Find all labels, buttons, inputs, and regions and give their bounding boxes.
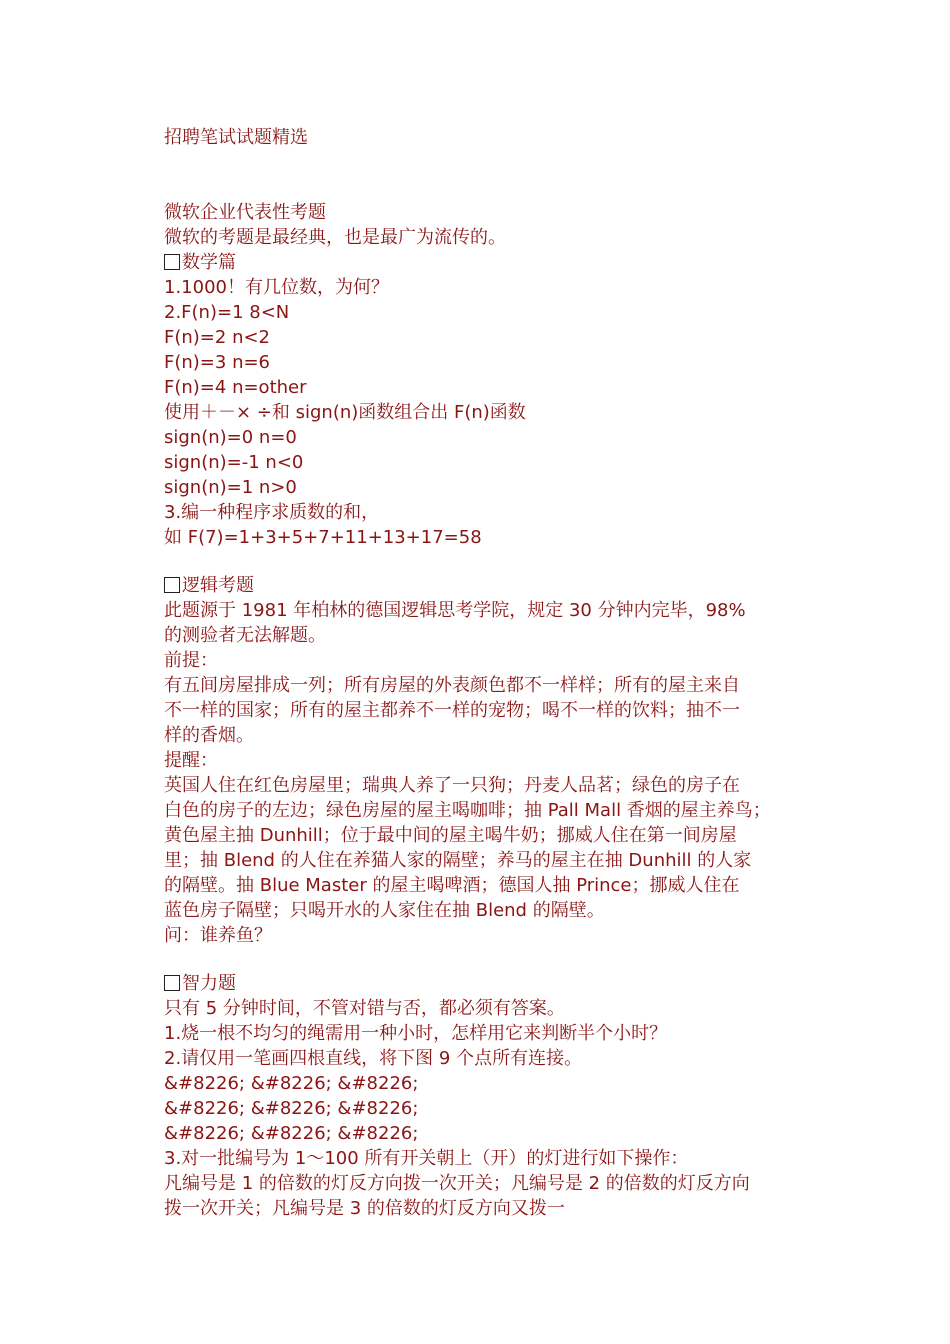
text-line: 此题源于 1981 年柏林的德国逻辑思考学院，规定 30 分钟内完毕，98% [164, 600, 746, 621]
text-line: 1.烧一根不均匀的绳需用一种小时，怎样用它来判断半个小时？ [164, 1023, 668, 1044]
text-line: 白色的房子的左边；绿色房屋的屋主喝咖啡；抽 Pall Mall 香烟的屋主养鸟； [164, 800, 771, 821]
text-line: 3.编一种程序求质数的和， [164, 502, 380, 523]
text-line: 1.1000！有几位数，为何？ [164, 277, 389, 298]
text-line: 使用＋－× ÷和 sign(n)函数组合出 F(n)函数 [164, 402, 526, 423]
text-line: 的测验者无法解题。 [164, 625, 326, 646]
text-line: 问：谁养鱼？ [164, 925, 272, 946]
subsection-heading [164, 250, 824, 275]
text-line: 的隔壁。抽 Blue Master 的屋主喝啤酒；德国人抽 Prince；挪威人住在 [164, 875, 740, 896]
text-line: 蓝色房子隔壁；只喝开水的人家住在抽 Blend 的隔壁。 [164, 900, 605, 921]
checkbox-icon [164, 254, 180, 270]
text-line: F(n)=2 n<2 [164, 327, 271, 348]
text-line: sign(n)=-1 n<0 [164, 452, 304, 473]
text-line: 里；抽 Blend 的人住在养猫人家的隔壁；养马的屋主在抽 Dunhill 的人家 [164, 850, 752, 871]
text-line: 黄色屋主抽 Dunhill；位于最中间的屋主喝牛奶；挪威人住在第一间房屋 [164, 825, 737, 846]
subsection-heading [164, 971, 824, 996]
section-microsoft [164, 200, 824, 550]
text-line: 样的香烟。 [164, 725, 254, 746]
text-line: 英国人住在红色房屋里；瑞典人养了一只狗；丹麦人品茗；绿色的房子在 [164, 775, 740, 796]
text-line: sign(n)=1 n>0 [164, 477, 297, 498]
text-line: &#8226; &#8226; &#8226; [164, 1073, 419, 1094]
text-line: 前提： [164, 650, 218, 671]
heading-text: 逻辑考题 [182, 575, 254, 596]
text-line: 3.对一批编号为 1～100 所有开关朝上（开）的灯进行如下操作： [164, 1148, 689, 1169]
text-line: 有五间房屋排成一列；所有房屋的外表颜色都不一样样；所有的屋主来自 [164, 675, 740, 696]
text-line: 只有 5 分钟时间，不管对错与否，都必须有答案。 [164, 998, 565, 1019]
text-line: 拨一次开关；凡编号是 3 的倍数的灯反方向又拨一 [164, 1198, 565, 1219]
checkbox-icon [164, 975, 180, 991]
text-line: &#8226; &#8226; &#8226; [164, 1098, 419, 1119]
text-line: 不一样的国家；所有的屋主都养不一样的宠物；喝不一样的饮料；抽不一 [164, 700, 740, 721]
text-line: sign(n)=0 n=0 [164, 427, 297, 448]
subsection-heading [164, 573, 824, 598]
section-intelligence [164, 971, 824, 1221]
text-line: 微软的考题是最经典，也是最广为流传的。 [164, 227, 506, 248]
document-title: 招聘笔试试题精选 [164, 127, 308, 148]
text-line: 2.请仅用一笔画四根直线，将下图 9 个点所有连接。 [164, 1048, 583, 1069]
text-line: F(n)=4 n=other [164, 377, 307, 398]
checkbox-icon [164, 577, 180, 593]
text-line: 如 F(7)=1+3+5+7+11+13+17=58 [164, 527, 482, 548]
text-line: 2.F(n)=1 8<N [164, 302, 290, 323]
text-line: F(n)=3 n=6 [164, 352, 271, 373]
text-line: 凡编号是 1 的倍数的灯反方向拨一次开关；凡编号是 2 的倍数的灯反方向 [164, 1173, 750, 1194]
heading-text: 数学篇 [182, 252, 236, 273]
text-line: 提醒： [164, 750, 218, 771]
section-logic [164, 573, 824, 948]
section-heading: 微软企业代表性考题 [164, 202, 326, 223]
heading-text: 智力题 [182, 973, 236, 994]
text-line: &#8226; &#8226; &#8226; [164, 1123, 419, 1144]
